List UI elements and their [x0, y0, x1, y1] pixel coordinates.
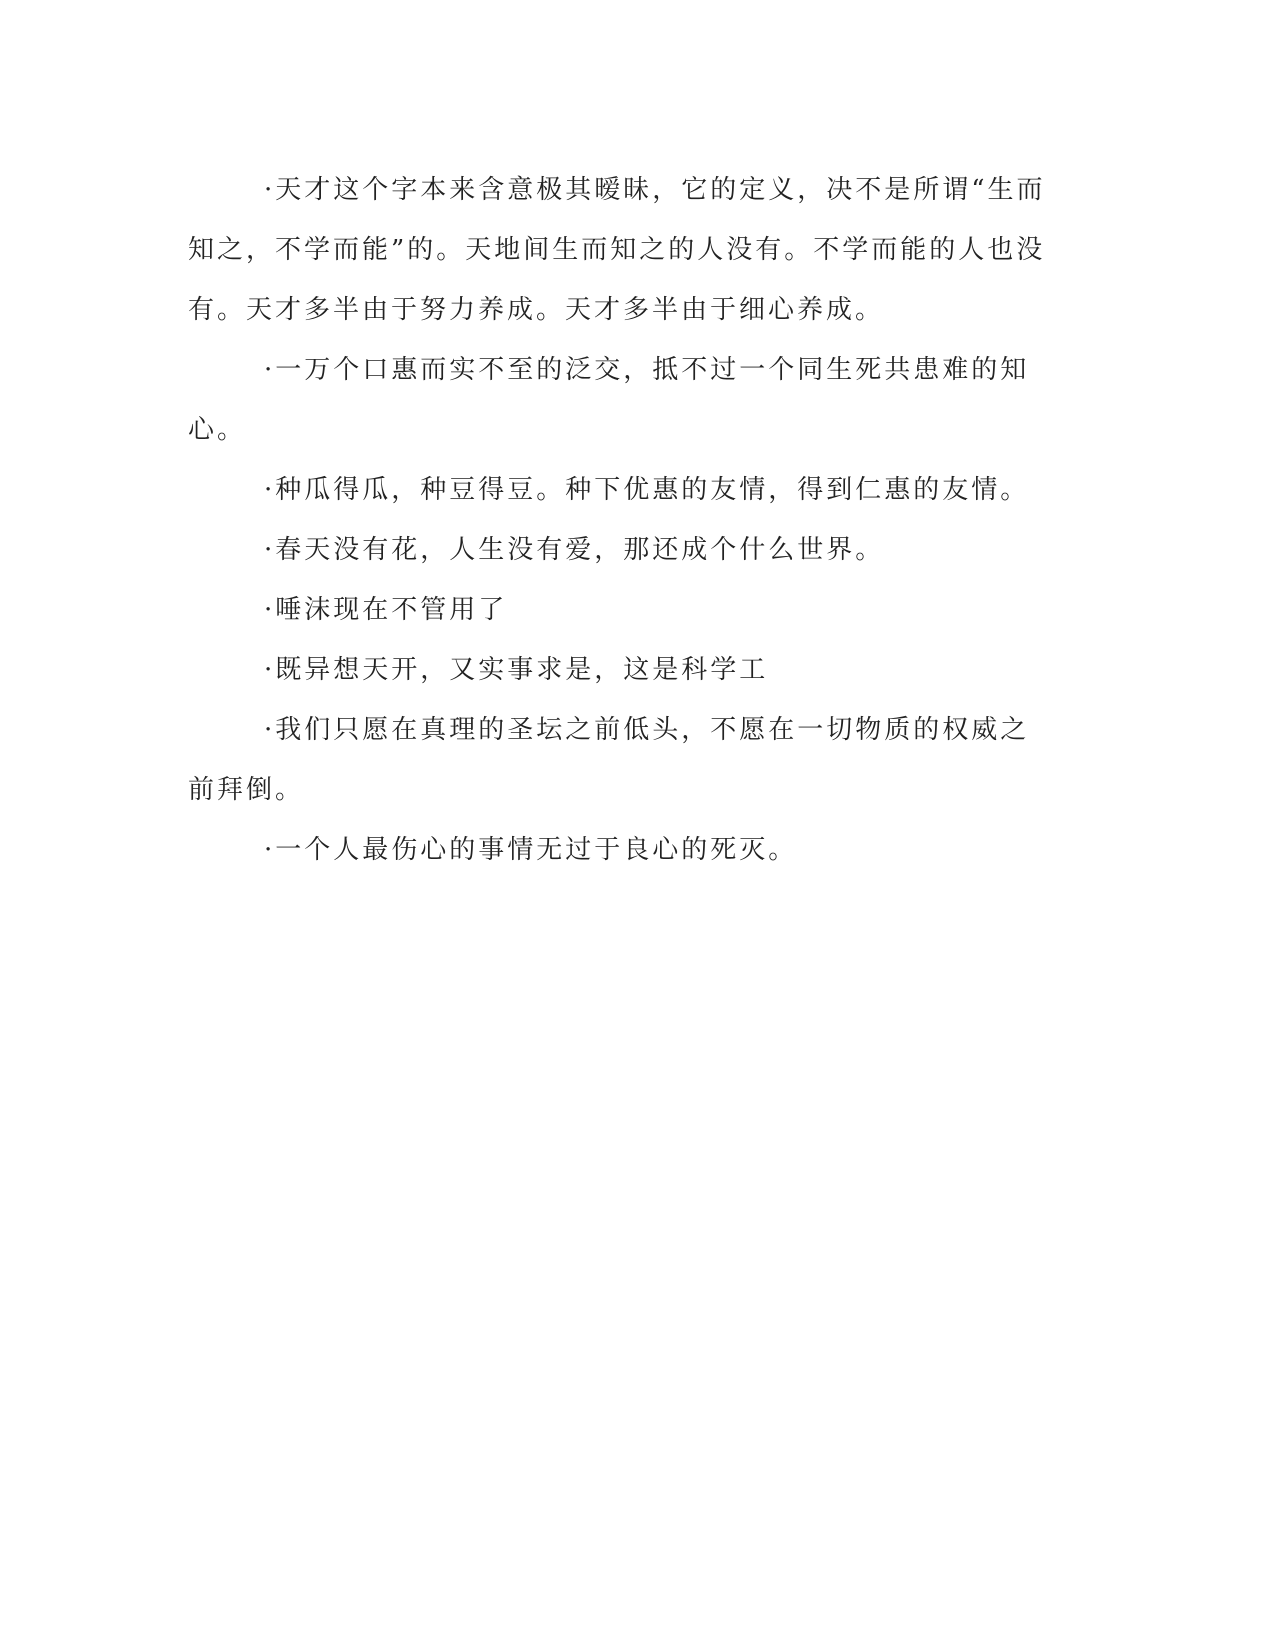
paragraph-truth: ·我们只愿在真理的圣坛之前低头，不愿在一切物质的权威之前拜倒。: [188, 715, 1030, 805]
document-body: [188, 160, 1058, 880]
paragraph-spring-love: ·春天没有花，人生没有爱，那还成个什么世界。: [264, 535, 885, 565]
paragraph-spittle: ·唾沫现在不管用了: [264, 595, 508, 625]
paragraph-conscience: ·一个人最伤心的事情无过于良心的死灭。: [264, 835, 798, 865]
paragraph-science: ·既异想天开，又实事求是，这是科学工: [264, 655, 769, 685]
paragraph-genius: ·天才这个字本来含意极其暧昧，它的定义，决不是所谓“生而知之，不学而能”的。天地间生而知之的人没有。不学而能的人也没有。天才多半由于努力养成。天才多半由于细心养成。: [188, 175, 1046, 325]
paragraph-friendship: ·一万个口惠而实不至的泛交，抵不过一个同生死共患难的知心。: [188, 355, 1030, 445]
paragraph-sow-reap: ·种瓜得瓜，种豆得豆。种下优惠的友情，得到仁惠的友情。: [264, 475, 1030, 505]
